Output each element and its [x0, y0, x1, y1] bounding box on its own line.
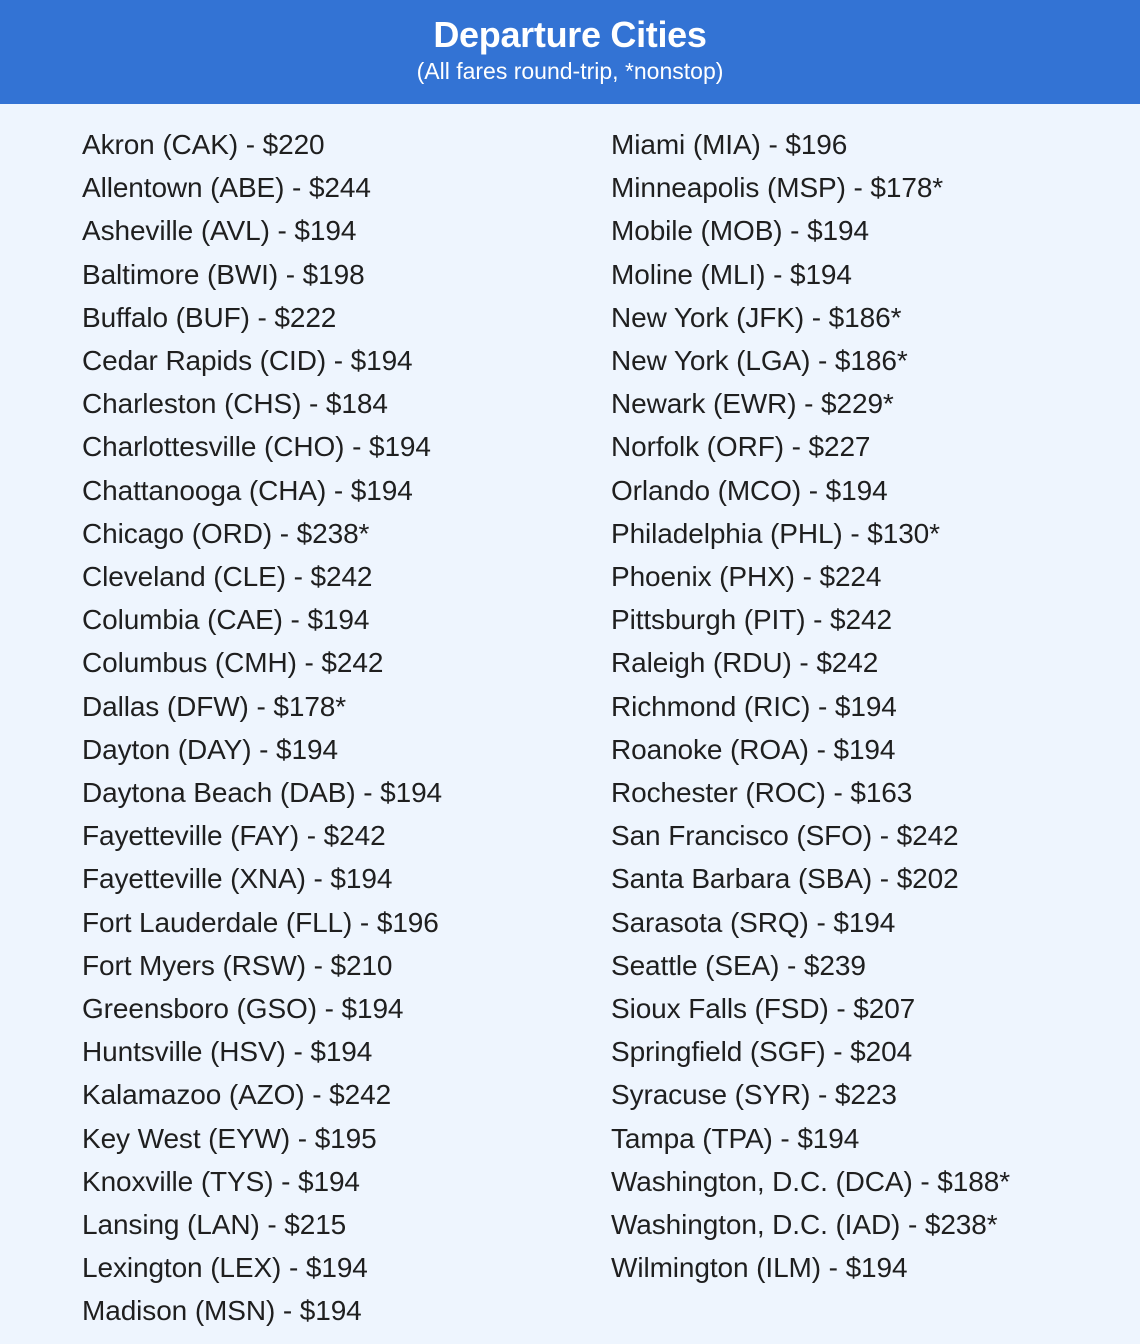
- city-fare-item: Columbia (CAE) - $194: [82, 604, 370, 636]
- page-subtitle: (All fares round-trip, *nonstop): [416, 58, 724, 84]
- city-fare-item: Sioux Falls (FSD) - $207: [611, 993, 916, 1025]
- city-fare-item: Charlottesville (CHO) - $194: [82, 431, 431, 463]
- city-fare-item: Key West (EYW) - $195: [82, 1122, 377, 1154]
- city-fare-item: Mobile (MOB) - $194: [611, 215, 869, 247]
- city-fare-item: Wilmington (ILM) - $194: [611, 1252, 908, 1284]
- city-fare-item: Cedar Rapids (CID) - $194: [82, 345, 413, 377]
- city-fare-item: Asheville (AVL) - $194: [82, 215, 357, 247]
- city-fare-item: Allentown (ABE) - $244: [82, 172, 371, 204]
- page-title: Departure Cities: [433, 14, 707, 55]
- city-fare-item: Columbus (CMH) - $242: [82, 647, 384, 679]
- city-fare-item: Cleveland (CLE) - $242: [82, 561, 373, 593]
- city-fare-item: Lansing (LAN) - $215: [82, 1209, 347, 1241]
- city-fare-item: Baltimore (BWI) - $198: [82, 258, 365, 290]
- city-fare-item: Richmond (RIC) - $194: [611, 690, 897, 722]
- city-fare-item: Orlando (MCO) - $194: [611, 474, 888, 506]
- city-fare-item: Buffalo (BUF) - $222: [82, 301, 337, 333]
- city-fare-item: Fort Lauderdale (FLL) - $196: [82, 906, 439, 938]
- city-fare-item: Tampa (TPA) - $194: [611, 1122, 860, 1154]
- city-fare-item: Daytona Beach (DAB) - $194: [82, 777, 443, 809]
- city-fare-item: Greensboro (GSO) - $194: [82, 993, 404, 1025]
- city-fare-item: Chattanooga (CHA) - $194: [82, 474, 413, 506]
- city-fare-item: Santa Barbara (SBA) - $202: [611, 863, 959, 895]
- city-list-area: [0, 104, 1140, 1344]
- city-fare-item: Seattle (SEA) - $239: [611, 949, 866, 981]
- city-fare-item: Dayton (DAY) - $194: [82, 733, 338, 765]
- left-city-column: [82, 123, 442, 1333]
- city-fare-item: Fort Myers (RSW) - $210: [82, 949, 393, 981]
- city-fare-item: Huntsville (HSV) - $194: [82, 1036, 373, 1068]
- city-fare-item: Minneapolis (MSP) - $178*: [611, 172, 944, 204]
- city-fare-item: Sarasota (SRQ) - $194: [611, 906, 896, 938]
- city-fare-item: Washington, D.C. (DCA) - $188*: [611, 1165, 1010, 1197]
- city-fare-item: Fayetteville (XNA) - $194: [82, 863, 393, 895]
- city-fare-item: Moline (MLI) - $194: [611, 258, 852, 290]
- city-fare-item: Pittsburgh (PIT) - $242: [611, 604, 892, 636]
- city-fare-item: Washington, D.C. (IAD) - $238*: [611, 1209, 998, 1241]
- city-fare-item: Roanoke (ROA) - $194: [611, 733, 896, 765]
- city-fare-item: Syracuse (SYR) - $223: [611, 1079, 897, 1111]
- city-fare-item: Miami (MIA) - $196: [611, 129, 848, 160]
- city-fare-item: Lexington (LEX) - $194: [82, 1252, 368, 1284]
- city-fare-item: Fayetteville (FAY) - $242: [82, 820, 386, 852]
- city-fare-item: Charleston (CHS) - $184: [82, 388, 388, 420]
- city-fare-item: Phoenix (PHX) - $224: [611, 561, 882, 593]
- header-banner: [0, 0, 1140, 104]
- right-city-column: [611, 123, 1010, 1289]
- city-fare-item: Dallas (DFW) - $178*: [82, 690, 347, 722]
- city-fare-item: New York (LGA) - $186*: [611, 345, 908, 377]
- city-fare-item: Kalamazoo (AZO) - $242: [82, 1079, 392, 1111]
- city-fare-item: Rochester (ROC) - $163: [611, 777, 913, 809]
- city-fare-item: San Francisco (SFO) - $242: [611, 820, 959, 852]
- city-fare-item: Chicago (ORD) - $238*: [82, 517, 370, 549]
- city-fare-item: Philadelphia (PHL) - $130*: [611, 517, 940, 549]
- city-fare-item: Springfield (SGF) - $204: [611, 1036, 913, 1068]
- city-fare-item: Norfolk (ORF) - $227: [611, 431, 871, 463]
- city-fare-item: Raleigh (RDU) - $242: [611, 647, 879, 679]
- city-fare-item: Knoxville (TYS) - $194: [82, 1165, 360, 1197]
- city-fare-item: New York (JFK) - $186*: [611, 301, 902, 333]
- city-fare-item: Newark (EWR) - $229*: [611, 388, 894, 420]
- city-fare-item: Madison (MSN) - $194: [82, 1295, 362, 1327]
- city-fare-item: Akron (CAK) - $220: [82, 129, 325, 160]
